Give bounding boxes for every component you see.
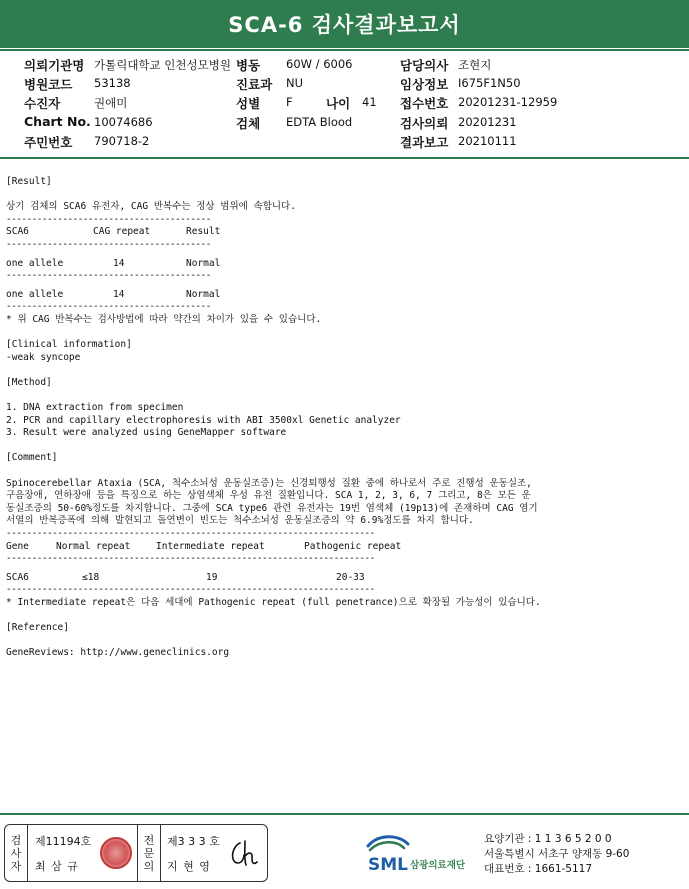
clinical-info-value: I675F1N50 xyxy=(458,76,521,90)
method-line: 2. PCR and capillary electrophoresis with ABI 3500xl Genetic analyzer xyxy=(6,414,401,426)
request-date-value: 20201231 xyxy=(458,115,517,129)
result-value: Normal xyxy=(186,288,221,300)
separator: ---------------------------------------- xyxy=(6,238,211,250)
patient-info-panel xyxy=(0,54,689,152)
sex-value: F xyxy=(286,95,293,109)
table2-header-intermediate: Intermediate repeat xyxy=(156,540,265,552)
separator: ---------------------------------------- xyxy=(6,213,211,225)
institution-value: 가톨릭대학교 인천성모병원 xyxy=(94,58,231,72)
examiner-license: 제11194호 xyxy=(35,835,92,848)
request-date-label: 검사의뢰 xyxy=(400,116,449,131)
reference-link: GeneReviews: http://www.geneclinics.org xyxy=(6,647,230,659)
clinical-info-label: 임상정보 xyxy=(400,77,449,92)
doctor-value: 조현지 xyxy=(458,58,492,72)
intermediate-repeat-value: 19 xyxy=(206,571,218,583)
result-table-header xyxy=(6,226,686,239)
comment-line: 동실조증의 50-60%정도를 차지합니다. 그중에 SCA type6 관련 유전자는 19번 염색체 (19p13)에 존재하며 CAG 염기 xyxy=(6,502,538,514)
clinical-header: [Clinical information] xyxy=(6,339,132,351)
result-value: Normal xyxy=(186,257,221,269)
info-divider xyxy=(0,157,689,159)
report-date-label: 결과보고 xyxy=(400,135,449,150)
footer-divider xyxy=(0,813,689,815)
normal-repeat-value: ≤18 xyxy=(82,571,100,583)
sex-label: 성별 xyxy=(236,96,261,111)
comment-header: [Comment] xyxy=(6,452,58,464)
signature-box xyxy=(4,824,268,882)
table-row xyxy=(6,258,686,271)
lab-phone: 대표번호 : 1661-5117 xyxy=(484,863,593,875)
lab-info xyxy=(484,832,629,877)
cag-repeat-value: 14 xyxy=(113,257,125,269)
table-row xyxy=(6,289,686,302)
method-line: 1. DNA extraction from specimen xyxy=(6,402,184,414)
specialist-label: 전 문 의 xyxy=(143,833,155,873)
separator: ------------------------------------------------------------------------ xyxy=(6,584,375,596)
separator: ------------------------------------------------------------------------ xyxy=(6,528,375,540)
logo-org: 삼광의료재단 xyxy=(410,860,466,871)
specimen-label: 검체 xyxy=(236,116,261,131)
repeat-table-header xyxy=(6,541,686,554)
patient-label: 수진자 xyxy=(24,96,61,111)
resident-no-value: 790718-2 xyxy=(94,134,150,148)
separator: ---------------------------------------- xyxy=(6,301,211,313)
institution-label: 의뢰기관명 xyxy=(24,58,85,73)
table1-header-cag: CAG repeat xyxy=(93,226,151,238)
report-footer xyxy=(0,820,689,886)
title-divider xyxy=(0,49,689,51)
chart-no-label: Chart No. xyxy=(24,114,91,129)
lab-code: 요양기관 : 1 1 3 6 5 2 0 0 xyxy=(484,833,612,845)
department-value: NU xyxy=(286,76,304,90)
specimen-value: EDTA Blood xyxy=(286,115,353,129)
table2-header-gene: Gene xyxy=(6,540,29,552)
logo-text: SML xyxy=(368,855,408,875)
result-sentence: 상기 검체의 SCA6 유전자, CAG 반복수는 정상 범위에 속합니다. xyxy=(6,201,296,213)
separator: ---------------------------------------- xyxy=(6,270,211,282)
examiner-label: 검 사 자 xyxy=(10,833,22,873)
comment-line: Spinocerebellar Ataxia (SCA, 척수소뇌성 운동실조증)는 신경퇴행성 질환 중에 하나로서 주로 진행성 운동실조, xyxy=(6,477,532,489)
comment-line: 서열의 반복증폭에 의해 발현되고 돌연변이 빈도는 척수소뇌성 운동실조증의 약 6.9%정도를 차지 합니다. xyxy=(6,515,474,527)
hospital-code-value: 53138 xyxy=(94,76,131,90)
ward-value: 60W / 6006 xyxy=(286,57,353,71)
age-label: 나이 xyxy=(326,96,351,111)
gene-value: SCA6 xyxy=(6,571,29,583)
table2-header-normal: Normal repeat xyxy=(56,540,131,552)
report-date-value: 20210111 xyxy=(458,134,517,148)
report-title: SCA-6 검사결과보고서 xyxy=(228,13,461,37)
separator: ------------------------------------------------------------------------ xyxy=(6,553,375,565)
result-header: [Result] xyxy=(6,176,52,187)
doctor-label: 담당의사 xyxy=(400,58,449,73)
lab-address: 서울특별시 서초구 양재동 9-60 xyxy=(484,848,630,860)
pathogenic-repeat-value: 20-33 xyxy=(336,571,365,583)
allele-label: one allele xyxy=(6,257,64,269)
chart-no-value: 10074686 xyxy=(94,115,153,129)
specialist-name: 지 현 영 xyxy=(167,860,211,873)
clinical-text: -weak syncope xyxy=(6,351,81,363)
allele-label: one allele xyxy=(6,288,64,300)
hospital-code-label: 병원코드 xyxy=(24,77,73,92)
age-value: 41 xyxy=(362,95,377,109)
comment-line: 구음장애, 연하장애 등을 특징으로 하는 상염색체 우성 유전 질환입니다. SCA 1, 2, 3, 6, 7 그리고, 8은 모든 운 xyxy=(6,490,531,502)
cag-repeat-value: 14 xyxy=(113,288,125,300)
method-header: [Method] xyxy=(6,376,52,388)
method-line: 3. Result were analyzed using GeneMapper software xyxy=(6,427,287,439)
specialist-license: 제3 3 3 호 xyxy=(167,835,220,848)
result-note: * 위 CAG 반복수는 검사방법에 따라 약간의 차이가 있을 수 있습니다. xyxy=(6,313,322,325)
table2-header-pathogenic: Pathogenic repeat xyxy=(304,540,402,552)
table1-header-result: Result xyxy=(186,226,221,238)
report-body xyxy=(6,176,686,660)
reference-header: [Reference] xyxy=(6,622,69,634)
table-row xyxy=(6,572,686,585)
department-label: 진료과 xyxy=(236,77,273,92)
ward-label: 병동 xyxy=(236,58,261,73)
patient-value: 권애미 xyxy=(94,96,128,110)
examiner-name: 최 삼 규 xyxy=(35,860,79,873)
signature-icon xyxy=(227,837,261,871)
comment-note: * Intermediate repeat은 다음 세대에 Pathogenic repeat (full penetrance)으로 확장될 가능성이 있습니다. xyxy=(6,597,541,608)
official-seal-icon xyxy=(100,837,132,869)
resident-no-label: 주민번호 xyxy=(24,135,73,150)
receipt-no-value: 20201231-12959 xyxy=(458,95,558,109)
sml-logo-icon xyxy=(364,830,484,878)
table1-header-sca6: SCA6 xyxy=(6,226,29,238)
receipt-no-label: 접수번호 xyxy=(400,96,449,111)
report-title-bar xyxy=(0,0,689,48)
